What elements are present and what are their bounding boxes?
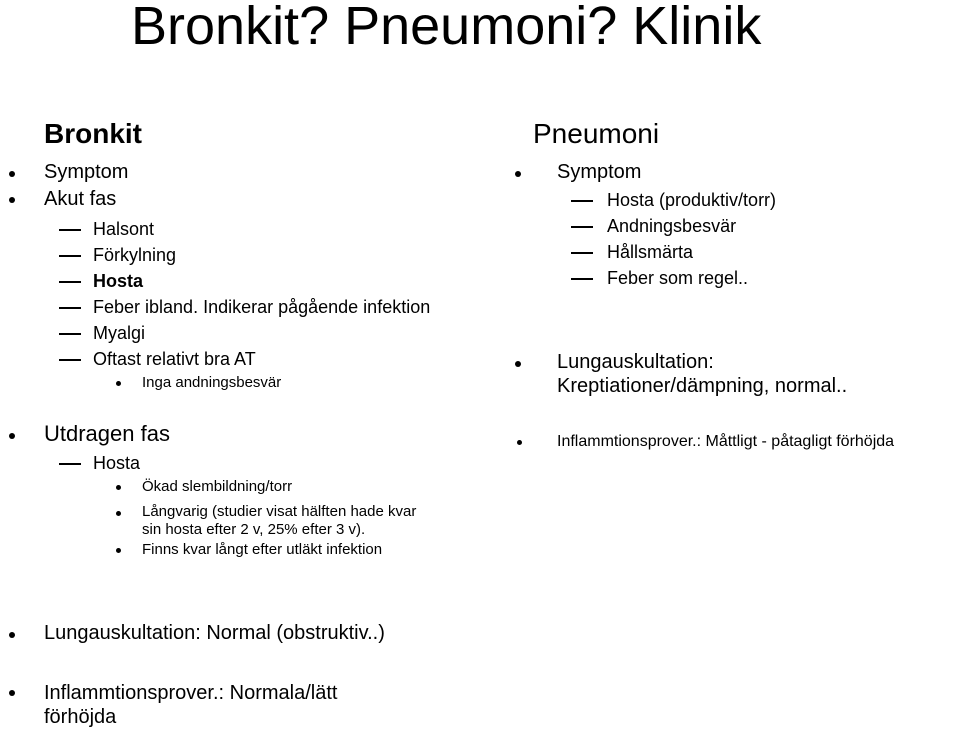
bronkit-utdragen-fas: Utdragen fas <box>44 421 170 446</box>
akut-item: Myalgi <box>93 323 146 343</box>
pneumoni-inflam: Inflammtionsprover.: Måttligt - påtagligt förhöjda <box>557 433 895 450</box>
bullet-icon <box>515 361 521 367</box>
pneumoni-lung-line1: Lungauskultation: <box>557 351 714 373</box>
bronkit-lung: Lungauskultation: Normal (obstruktiv..) <box>44 622 385 644</box>
bullet-icon <box>9 171 15 177</box>
akut-item: Feber ibland. Indikerar pågående infektion <box>93 297 431 317</box>
bullet-icon <box>9 632 15 638</box>
pneumoni-symptom: Symptom <box>557 161 642 183</box>
dash-icon <box>571 226 593 228</box>
akut-item: Halsont <box>93 219 155 239</box>
dash-icon <box>59 307 81 309</box>
utdragen-sub-item: Ökad slembildning/torr <box>142 478 293 495</box>
bronkit-heading: Bronkit <box>44 118 142 149</box>
dash-icon <box>59 281 81 283</box>
dash-icon <box>571 278 593 280</box>
pneumoni-lung-line2: Kreptiationer/dämpning, normal.. <box>557 375 848 397</box>
bullet-icon <box>9 433 15 439</box>
akut-sub-item: Inga andningsbesvär <box>142 374 282 391</box>
bullet-icon <box>116 485 121 490</box>
pneumoni-item: Feber som regel.. <box>607 268 749 288</box>
bronkit-inflam-line2: förhöjda <box>44 706 117 728</box>
dash-icon <box>571 252 593 254</box>
dash-icon <box>59 359 81 361</box>
dash-icon <box>59 229 81 231</box>
dash-icon <box>59 463 81 465</box>
bullet-icon <box>116 548 121 553</box>
slide-title: Bronkit? Pneumoni? Klinik <box>131 0 762 56</box>
pneumoni-item: Hosta (produktiv/torr) <box>607 190 777 210</box>
akut-item: Förkylning <box>93 245 177 265</box>
bronkit-inflam-line1: Inflammtionsprover.: Normala/lätt <box>44 682 338 704</box>
utdragen-sub-item: Långvarig (studier visat hälften hade kvar <box>142 503 417 520</box>
akut-item: Hosta <box>93 271 144 291</box>
bronkit-symptom: Symptom <box>44 161 129 183</box>
bullet-icon <box>515 171 521 177</box>
akut-item: Oftast relativt bra AT <box>93 349 256 369</box>
bullet-icon <box>116 381 121 386</box>
dash-icon <box>59 255 81 257</box>
utdragen-item: Hosta <box>93 453 141 473</box>
utdragen-sub-item: Finns kvar långt efter utläkt infektion <box>142 541 383 558</box>
bullet-icon <box>116 511 121 516</box>
dash-icon <box>59 333 81 335</box>
pneumoni-heading: Pneumoni <box>533 118 660 149</box>
bullet-icon <box>9 197 15 203</box>
utdragen-sub-item-continued: sin hosta efter 2 v, 25% efter 3 v). <box>142 521 366 538</box>
bullet-icon <box>517 440 522 445</box>
pneumoni-item: Andningsbesvär <box>607 216 737 236</box>
bullet-icon <box>9 690 15 696</box>
dash-icon <box>571 200 593 202</box>
bronkit-akut-fas: Akut fas <box>44 188 117 210</box>
pneumoni-item: Hållsmärta <box>607 242 694 262</box>
